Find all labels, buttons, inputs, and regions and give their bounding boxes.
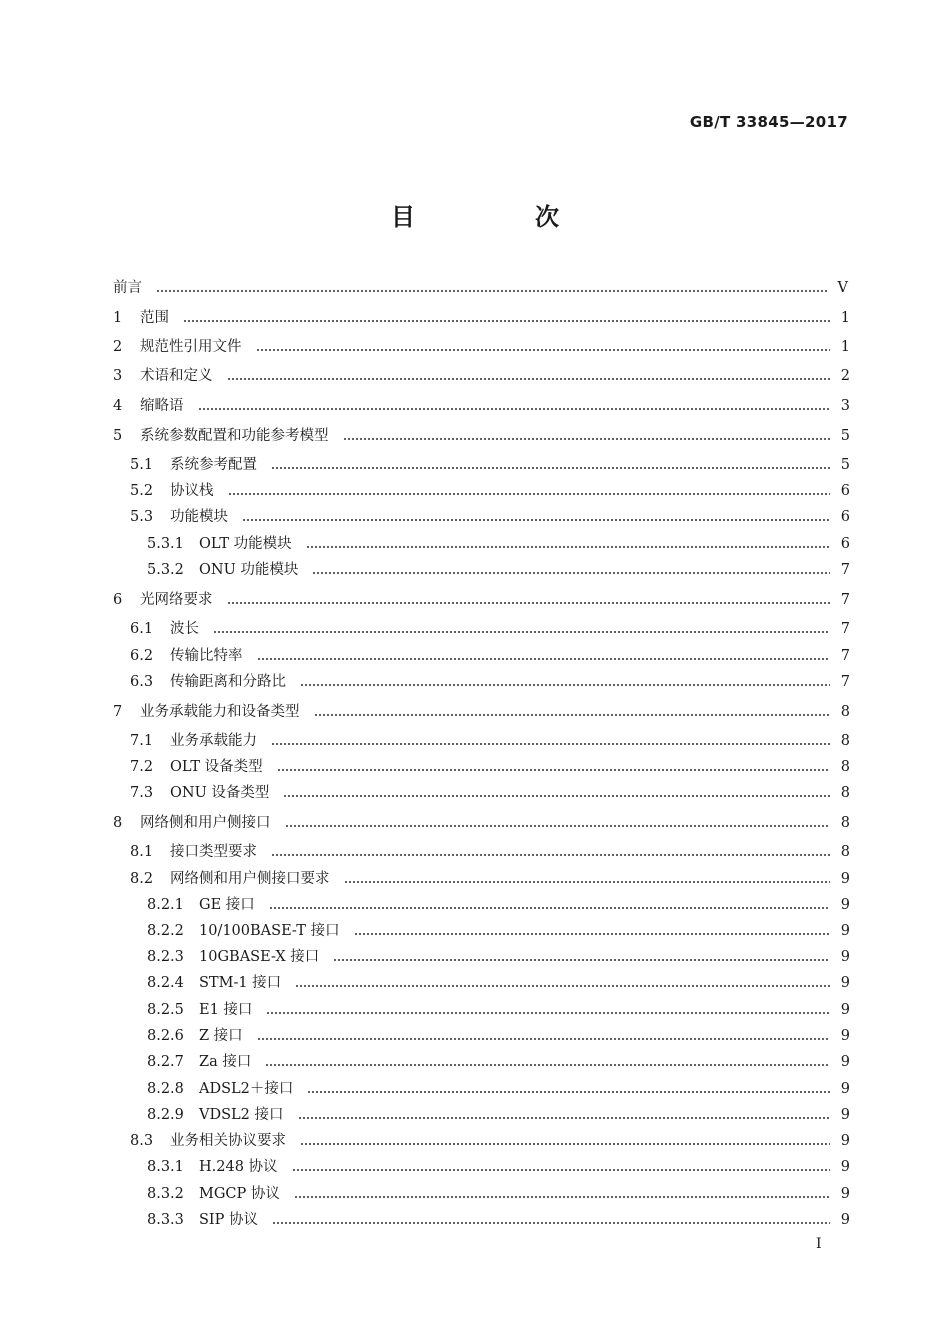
toc-entry-page: 7 (840, 648, 850, 664)
dot-leader (300, 1143, 830, 1145)
toc-entry[interactable] (147, 1156, 850, 1178)
toc-entry-label: 接口类型要求 (170, 844, 257, 860)
toc-entry-page: 8 (840, 785, 850, 801)
dot-leader (285, 825, 831, 827)
toc-entry-number: 8.2.6 (147, 1028, 184, 1044)
dot-leader (156, 290, 828, 292)
dot-leader (294, 1196, 830, 1198)
toc-entry[interactable] (113, 589, 850, 611)
toc-entry[interactable] (130, 645, 850, 667)
toc-entry[interactable] (147, 972, 850, 994)
dot-leader (272, 1222, 830, 1224)
standard-number: GB/T 33845—2017 (689, 113, 848, 131)
toc-entry[interactable] (130, 756, 850, 778)
toc-entry-number: 6.2 (130, 648, 154, 664)
toc-entry-number: 8.3.2 (147, 1186, 184, 1202)
toc-entry-number: 8 (113, 815, 123, 831)
toc-entry-label: VDSL2 接口 (199, 1107, 284, 1123)
toc-entry-number: 8.2.9 (147, 1107, 184, 1123)
toc-entry-number: 8.2 (130, 871, 154, 887)
toc-entry-label: OLT 功能模块 (199, 536, 292, 552)
toc-entry-page: 3 (840, 398, 850, 414)
toc-entry-page: 9 (840, 1054, 850, 1070)
toc-entry-page: 9 (840, 1212, 850, 1228)
toc-entry-number: 8.2.8 (147, 1081, 184, 1097)
toc-entry-label: 协议栈 (170, 483, 214, 499)
toc-entry-page: 9 (840, 1002, 850, 1018)
toc-entry[interactable] (130, 782, 850, 804)
toc-entry-page: 9 (840, 1107, 850, 1123)
toc-entry[interactable] (147, 920, 850, 942)
dot-leader (228, 493, 831, 495)
toc-entry-page: 8 (840, 844, 850, 860)
toc-entry[interactable] (113, 425, 850, 447)
toc-entry[interactable] (130, 480, 850, 502)
toc-entry-number: 5.3.2 (147, 562, 184, 578)
dot-leader (257, 658, 831, 660)
toc-entry-number: 7.3 (130, 785, 154, 801)
toc-entry-number: 1 (113, 310, 123, 326)
toc-entry[interactable] (113, 701, 850, 723)
toc-entry-label: 功能模块 (170, 509, 228, 525)
toc-entry-number: 8.3 (130, 1133, 154, 1149)
toc-entry-label: H.248 协议 (199, 1159, 278, 1175)
toc-entry[interactable] (113, 307, 850, 329)
dot-leader (307, 1091, 830, 1093)
toc-entry-label: 系统参考配置 (170, 457, 257, 473)
toc-entry[interactable] (147, 894, 850, 916)
toc-entry-page: 1 (840, 339, 850, 355)
toc-entry-number: 6.3 (130, 674, 154, 690)
toc-entry-number: 8.3.3 (147, 1212, 184, 1228)
toc-entry-label: MGCP 协议 (199, 1186, 280, 1202)
toc-entry-page: 9 (840, 871, 850, 887)
dot-leader (295, 985, 830, 987)
dot-leader (312, 572, 830, 574)
dot-leader (333, 959, 830, 961)
toc-entry-page: 7 (840, 621, 850, 637)
toc-entry-page: 1 (840, 310, 850, 326)
toc-entry[interactable] (147, 533, 850, 555)
toc-entry-page: 7 (840, 674, 850, 690)
toc-entry-label: STM-1 接口 (199, 975, 282, 991)
dot-leader (271, 467, 830, 469)
toc-entry-page: V (837, 280, 848, 296)
toc-entry[interactable] (130, 730, 850, 752)
toc-entry-label: 系统参数配置和功能参考模型 (140, 428, 329, 444)
toc-entry-number: 3 (113, 368, 123, 384)
dot-leader (227, 602, 831, 604)
dot-leader (266, 1012, 830, 1014)
toc-entry-label: ADSL2＋接口 (199, 1081, 294, 1097)
dot-leader (257, 1038, 830, 1040)
toc-entry-label: 网络侧和用户侧接口 (140, 815, 271, 831)
toc-entry[interactable] (130, 1130, 850, 1152)
toc-entry[interactable] (147, 1104, 850, 1126)
toc-entry-number: 6 (113, 592, 123, 608)
dot-leader (271, 854, 830, 856)
dot-leader (198, 408, 831, 410)
toc-entry-number: 6.1 (130, 621, 154, 637)
toc-entry-page: 8 (840, 759, 850, 775)
toc-entry-number: 2 (113, 339, 123, 355)
toc-entry-page: 7 (840, 562, 850, 578)
dot-leader (242, 519, 830, 521)
toc-entry-page: 9 (840, 975, 850, 991)
toc-entry-label: OLT 设备类型 (170, 759, 263, 775)
toc-entry[interactable] (130, 618, 850, 640)
toc-entry-page: 6 (840, 483, 850, 499)
toc-entry[interactable] (113, 336, 850, 358)
toc-entry-label: Za 接口 (199, 1054, 252, 1070)
toc-entry-label: GE 接口 (199, 897, 255, 913)
dot-leader (300, 684, 830, 686)
dot-leader (306, 546, 830, 548)
toc-entry[interactable] (113, 395, 850, 417)
toc-entry[interactable] (130, 841, 850, 863)
toc-entry-page: 9 (840, 1186, 850, 1202)
toc-entry-label: Z 接口 (199, 1028, 243, 1044)
toc-entry[interactable] (130, 506, 850, 528)
toc-entry-page: 7 (840, 592, 850, 608)
toc-entry-label: 10/100BASE-T 接口 (199, 923, 340, 939)
toc-entry-label: 传输距离和分路比 (170, 674, 286, 690)
toc-entry-number: 7 (113, 704, 123, 720)
toc-entry-label: SIP 协议 (199, 1212, 259, 1228)
toc-entry[interactable] (113, 365, 850, 387)
dot-leader (298, 1117, 831, 1119)
toc-entry-number: 5.3 (130, 509, 154, 525)
dot-leader (265, 1064, 830, 1066)
toc-entry-label: 波长 (170, 621, 199, 637)
toc-entry-number: 8.2.7 (147, 1054, 184, 1070)
toc-entry-label: 范围 (140, 310, 169, 326)
dot-leader (213, 631, 830, 633)
toc-entry-page: 9 (840, 1028, 850, 1044)
dot-leader (271, 743, 830, 745)
toc-entry-page: 6 (840, 536, 850, 552)
toc-entry-label: ONU 功能模块 (199, 562, 299, 578)
toc-entry-label: 业务相关协议要求 (170, 1133, 286, 1149)
toc-entry[interactable] (147, 999, 850, 1021)
toc-entry-number: 5.2 (130, 483, 154, 499)
toc-entry-label: 网络侧和用户侧接口要求 (170, 871, 330, 887)
toc-entry[interactable] (130, 454, 850, 476)
toc-entry-number: 8.3.1 (147, 1159, 184, 1175)
toc-entry[interactable] (147, 1078, 850, 1100)
toc-entry-label: 缩略语 (140, 398, 184, 414)
toc-entry-number: 4 (113, 398, 123, 414)
toc-entry[interactable] (130, 671, 850, 693)
dot-leader (269, 907, 830, 909)
toc-entry-page: 9 (840, 897, 850, 913)
toc-entry-page: 9 (840, 923, 850, 939)
toc-entry-label: 术语和定义 (140, 368, 213, 384)
toc-entry-page: 6 (840, 509, 850, 525)
toc-entry-number: 5.3.1 (147, 536, 184, 552)
toc-entry-label: E1 接口 (199, 1002, 253, 1018)
toc-entry-number: 5.1 (130, 457, 154, 473)
toc-entry-page: 9 (840, 949, 850, 965)
toc-entry[interactable] (113, 277, 848, 299)
toc-entry-number: 8.2.5 (147, 1002, 184, 1018)
dot-leader (343, 438, 831, 440)
toc-entry-page: 5 (840, 428, 850, 444)
toc-entry[interactable] (147, 1183, 850, 1205)
page-title: 目 次 (391, 203, 607, 231)
toc-entry[interactable] (113, 812, 850, 834)
toc-entry-page: 8 (840, 815, 850, 831)
toc-entry-number: 7.2 (130, 759, 154, 775)
toc-entry-label: 规范性引用文件 (140, 339, 242, 355)
toc-entry-number: 5 (113, 428, 123, 444)
toc-entry-label: 业务承载能力 (170, 733, 257, 749)
toc-entry[interactable] (130, 868, 850, 890)
page-number: I (816, 1236, 822, 1252)
toc-entry-number: 8.1 (130, 844, 154, 860)
toc-entry[interactable] (147, 559, 850, 581)
dot-leader (292, 1169, 830, 1171)
toc-entry-page: 9 (840, 1133, 850, 1149)
toc-entry-number: 8.2.2 (147, 923, 184, 939)
toc-entry-number: 8.2.3 (147, 949, 184, 965)
toc-entry-number: 8.2.1 (147, 897, 184, 913)
dot-leader (227, 378, 831, 380)
toc-entry-page: 5 (840, 457, 850, 473)
dot-leader (344, 881, 831, 883)
toc-entry-label: 光网络要求 (140, 592, 213, 608)
toc-entry-page: 9 (840, 1081, 850, 1097)
toc-entry-label: 传输比特率 (170, 648, 243, 664)
dot-leader (314, 714, 831, 716)
toc-entry-label: 前言 (113, 280, 142, 296)
toc-entry-page: 9 (840, 1159, 850, 1175)
toc-entry-label: 10GBASE-X 接口 (199, 949, 320, 965)
toc-entry-number: 7.1 (130, 733, 154, 749)
toc-entry-page: 2 (840, 368, 850, 384)
toc-entry[interactable] (147, 946, 850, 968)
toc-entry-label: ONU 设备类型 (170, 785, 270, 801)
toc-entry-label: 业务承载能力和设备类型 (140, 704, 300, 720)
dot-leader (256, 349, 831, 351)
toc-entry-number: 8.2.4 (147, 975, 184, 991)
toc-entry[interactable] (147, 1209, 850, 1231)
dot-leader (183, 320, 830, 322)
dot-leader (354, 933, 830, 935)
toc-entry-page: 8 (840, 704, 850, 720)
toc-entry[interactable] (147, 1025, 850, 1047)
dot-leader (277, 769, 830, 771)
toc-entry[interactable] (147, 1051, 850, 1073)
dot-leader (283, 795, 830, 797)
toc-entry-page: 8 (840, 733, 850, 749)
